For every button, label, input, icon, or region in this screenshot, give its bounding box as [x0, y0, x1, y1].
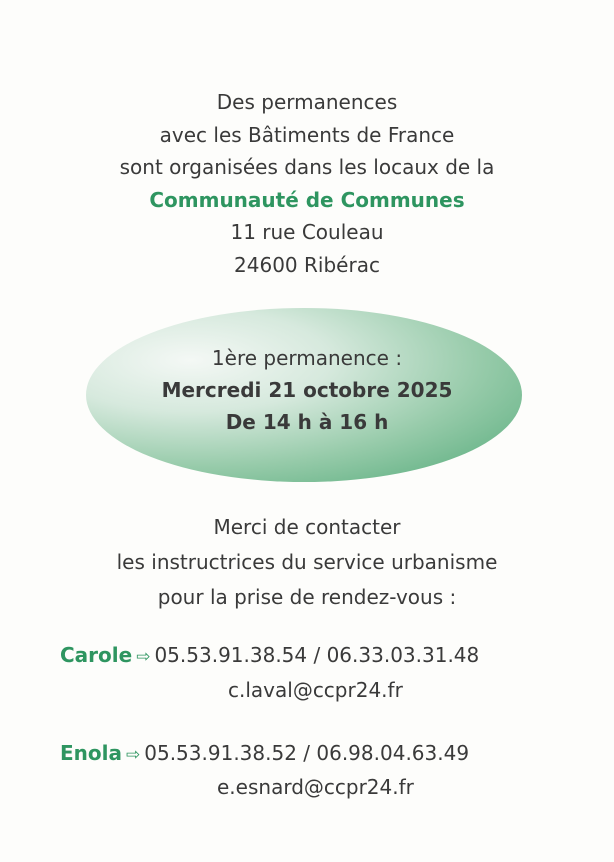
permanence-block [0, 342, 614, 438]
contact-line-3: pour la prise de rendez-vous : [157, 585, 457, 609]
contact-email-carole[interactable]: c.laval@ccpr24.fr [228, 678, 403, 702]
intro-line-1: Des permanences [216, 90, 398, 114]
address-city: 24600 Ribérac [234, 252, 380, 277]
contact-carole [60, 643, 479, 667]
contact-phones: 05.53.91.38.52 / 06.98.04.63.49 [144, 741, 470, 765]
intro-line-3: sont organisées dans les locaux de la [119, 155, 495, 179]
permanence-hours: De 14 h à 16 h [225, 410, 389, 434]
contact-line-2: les instructrices du service urbanisme [116, 550, 498, 574]
arrow-right-icon: ⇨ [126, 745, 141, 765]
contact-enola [60, 741, 469, 765]
contact-name: Enola [60, 741, 122, 765]
contact-name: Carole [60, 643, 133, 667]
organization-name: Communauté de Communes [149, 187, 465, 212]
intro-block [0, 86, 614, 281]
contact-phones: 05.53.91.38.54 / 06.33.03.31.48 [154, 643, 480, 667]
contact-line-1: Merci de contacter [213, 515, 401, 539]
permanence-label: 1ère permanence : [211, 346, 403, 370]
contact-instructions [0, 510, 614, 615]
contact-email-enola[interactable]: e.esnard@ccpr24.fr [217, 775, 414, 799]
intro-line-2: avec les Bâtiments de France [159, 122, 455, 147]
permanence-date: Mercredi 21 octobre 2025 [161, 378, 453, 402]
address-street: 11 rue Couleau [230, 220, 384, 244]
arrow-right-icon: ⇨ [136, 647, 151, 667]
